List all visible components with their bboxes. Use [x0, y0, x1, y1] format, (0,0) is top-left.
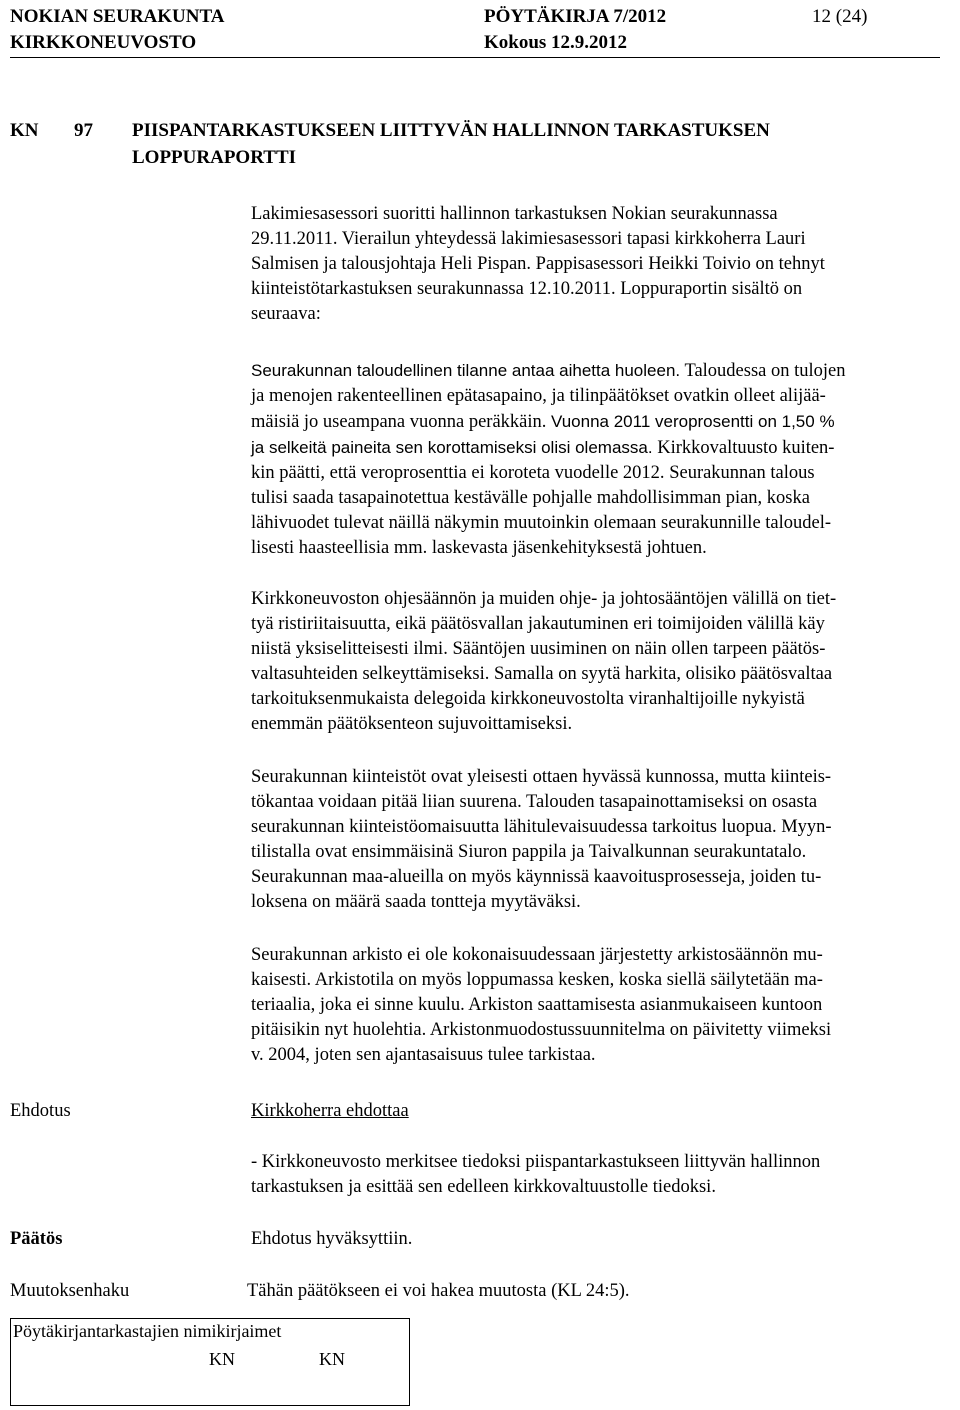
proposal-text: - Kirkkoneuvosto merkitsee tiedoksi piispantarkastukseen liittyvän hallinnon tarkastuksen ja esittää sen edelleen kirkkovaltuustolle tiedoksi.: [251, 1152, 821, 1197]
section-prefix: KN: [10, 120, 39, 141]
report-paragraph: [251, 358, 951, 561]
header-organization: NOKIAN SEURAKUNTA: [10, 6, 225, 27]
section-title-line2: LOPPURAPORTTI: [132, 147, 297, 168]
header-doc-title: PÖYTÄKIRJA 7/2012: [484, 6, 667, 27]
report-rest: Taloudessa on tulojen ja menojen rakenteellinen epätasapaino, ja tilinpäätökset ovatkin olleet alijää- mäisiä jo useampana vuonna peräkkäin.: [251, 361, 846, 432]
rules-paragraph: Kirkkoneuvoston ohjesäännön ja muiden ohje- ja johtosääntöjen välillä on tiet- tyä ristiriitaisuutta, eikä päätösvallan jakautuminen eri toimijoiden välillä käy niistä yksiselitteisesti ilmi. Sääntöjen uusiminen on näin ollen tarpeen päätös- valtasuhteiden selkeyttämiseksi. Samalla on syytä harkita, olisiko päätösvaltaa tarkoituksenmukaista delegoida kirkkoneuvostolta viranhaltijoille nykyistä enemmän päätöksenteon sujuvoittamiseksi.: [251, 589, 837, 734]
decision-text: Ehdotus hyväksyttiin.: [251, 1229, 413, 1249]
decision-label: Päätös: [10, 1229, 63, 1249]
signature-box: [10, 1318, 410, 1406]
appeal-text: Tähän päätökseen ei voi hakea muutosta (KL 24:5).: [247, 1281, 630, 1301]
finance-tail: Kirkkovaltuusto kuiten- kin päätti, että veroprosenttia ei koroteta vuodelle 2012.: [251, 438, 835, 483]
proposal-label: Ehdotus: [10, 1101, 71, 1121]
section-title-line1: PIISPANTARKASTUKSEEN LIITTYVÄN HALLINNON TARKASTUKSEN: [132, 120, 770, 141]
header-rule: [10, 57, 940, 58]
header-body: KIRKKONEUVOSTO: [10, 32, 197, 53]
finance-end: Seurakunnan talous tulisi saada tasapainotettua kestävälle pohjalle mahdollisimman pian, koska lähivuodet tulevat näillä näkymin muutoinkin olemaan seurakunnille taloudel- lisesti haasteellisia mm. laskevasta jäsenkehityksestä johtuen.: [251, 463, 832, 558]
appeal-label: Muutoksenhaku: [10, 1281, 130, 1301]
signature-box-title: Pöytäkirjantarkastajien nimikirjaimet: [13, 1321, 282, 1341]
report-lead: Seurakunnan taloudellinen tilanne antaa aihetta huoleen.: [251, 361, 681, 380]
signature-initials-1: KN: [209, 1349, 235, 1369]
header-meeting-date: Kokous 12.9.2012: [484, 32, 628, 53]
section-number: 97: [74, 120, 93, 141]
property-paragraph: Seurakunnan kiinteistöt ovat yleisesti ottaen hyvässä kunnossa, mutta kiinteis- tökantaa voidaan pitää liian suurena. Talouden tasapainottamiseksi on osasta seurakunnan kiinteistöomaisuutta lähitulevaisuudessa tarkoitus luopua. Myyn- tilistalla ovat ensimmäisinä Siuron pappila ja Taivalkunnan seurakuntatalo. Seurakunnan maa-alueilla on myös käynnissä kaavoitusprosesseja, joiden tu- loksena on määrä saada tontteja myytäväksi.: [251, 767, 832, 912]
proposal-author: Kirkkoherra ehdottaa: [251, 1101, 409, 1121]
signature-initials-2: KN: [319, 1349, 345, 1369]
finance-rest: Vuonna 2011 veroprosentti on 1,50 % ja selkeitä paineita sen korottamiseksi olisi olemassa.: [251, 412, 835, 457]
archive-paragraph: Seurakunnan arkisto ei ole kokonaisuudessaan järjestetty arkistosäännön mu- kaisesti. Arkistotila on myös loppumassa kesken, koska siellä säilytetään ma- teriaalia, joka ei sinne kuulu. Arkiston saattamisesta asianmukaiseen kuntoon pitäisikin nyt huolehtia. Arkistonmuodostussuunnitelma on päivitetty viimeksi v. 2004, joten sen ajantasaisuus tulee tarkistaa.: [251, 945, 832, 1065]
intro-paragraph: Lakimiesasessori suoritti hallinnon tarkastuksen Nokian seurakunnassa 29.11.2011. Vierailun yhteydessä lakimiesasessori tapasi kirkkoherra Lauri Salmisen ja talousjohtaja Heli Pispan. Pappisasessori Heikki Toivio on tehnyt kiinteistötarkastuksen seurakunnassa 12.10.2011. Loppuraportin sisältö on seuraava:: [251, 204, 825, 324]
header-page-number: 12 (24): [812, 6, 868, 27]
